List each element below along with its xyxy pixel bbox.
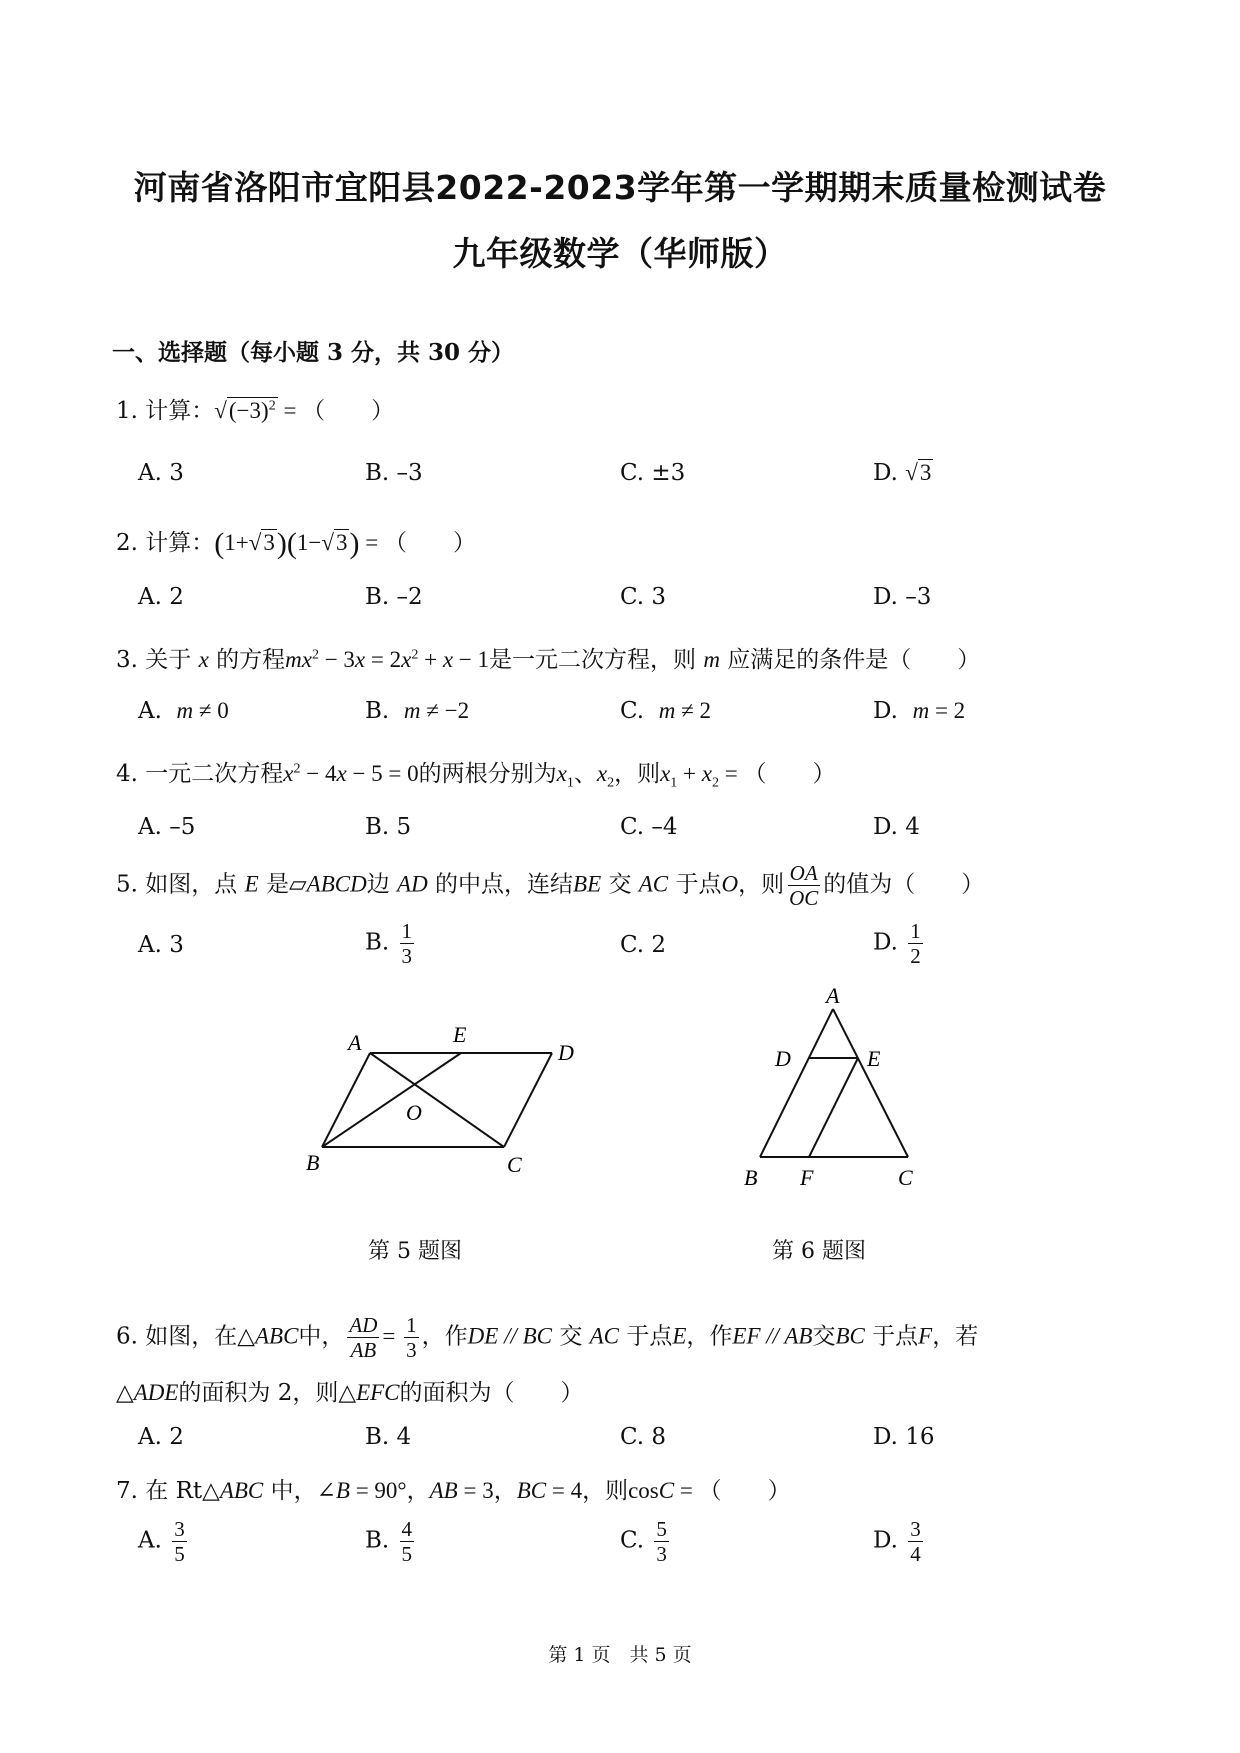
- segment-AC: [833, 1009, 908, 1157]
- question-5: 5. 如图，点 E 是▱ABCD边 AD 的中点，连结BE 交 AC 于点O，则 $\frac{OA}{OC}$ 的值为（ ）: [116, 861, 985, 911]
- figure-6-triangle: [730, 985, 930, 1195]
- label-C: C: [898, 1165, 913, 1190]
- q1-option-b: B. –3: [365, 460, 423, 486]
- question-7: 7. 在 Rt△ABC 中，∠B = 90°，AB = 3，BC = 4，则cosC = （ ）: [116, 1478, 791, 1504]
- q4-option-a: A. –5: [138, 814, 196, 840]
- q3-option-c: C. m ≠ 2: [620, 698, 711, 724]
- q3-option-d: D. m = 2: [873, 698, 966, 724]
- question-4: 4. 一元二次方程$x^2 - 4x - 5 = 0$的两根分别为$x_1$、$x_2$，则$x_1 + x_2$ = （ ）: [116, 761, 836, 791]
- segment-AB: [760, 1009, 833, 1157]
- q1-option-c: C. ±3: [620, 460, 686, 486]
- q6-option-c: C. 8: [620, 1424, 667, 1450]
- q7-option-c: C. $\frac{5}{3}$: [620, 1517, 667, 1567]
- label-O: O: [406, 1100, 422, 1125]
- label-F: F: [800, 1165, 814, 1190]
- section-heading: 一、选择题（每小题 3 分，共 30 分）: [112, 339, 515, 366]
- label-E: E: [453, 1022, 467, 1047]
- label-A: A: [348, 1030, 362, 1055]
- figure-5-parallelogram: [306, 1020, 580, 1180]
- q6-option-d: D. 16: [873, 1424, 935, 1450]
- question-1: 1. 计算：$√(-3)^2$ = （ ）: [116, 398, 395, 424]
- exam-title: 河南省洛阳市宜阳县2022-2023学年第一学期期末质量检测试卷: [133, 168, 1107, 207]
- q6-option-b: B. 4: [365, 1424, 412, 1450]
- q2-option-a: A. 2: [138, 584, 184, 610]
- q1-option-d: D. √3: [873, 460, 932, 486]
- figure-5-caption: 第 5 题图: [368, 1239, 462, 1264]
- q2-option-b: B. –2: [365, 584, 423, 610]
- q4-option-c: C. –4: [620, 814, 678, 840]
- q4-option-d: D. 4: [873, 814, 920, 840]
- segment-BA: [322, 1053, 370, 1147]
- q3-option-b: B. m ≠ −2: [365, 698, 470, 724]
- q2-option-c: C. 3: [620, 584, 667, 610]
- label-E: E: [867, 1046, 881, 1071]
- label-D: D: [775, 1046, 791, 1071]
- label-B: B: [744, 1165, 758, 1190]
- q7-option-d: D. $\frac{3}{4}$: [873, 1517, 921, 1567]
- question-6: 6. 如图，在△ABC中， $\frac{AD}{AB}$ = $\frac{1}{3}$ ，作DE // BC 交 AC 于点E，作EF // AB交BC 于点F，若: [116, 1313, 979, 1363]
- q4-option-b: B. 5: [365, 814, 412, 840]
- label-B: B: [306, 1150, 320, 1175]
- page-footer: 第 1 页 共 5 页: [548, 1644, 692, 1666]
- q5-option-d: D. $\frac{1}{2}$: [873, 919, 921, 969]
- exam-subtitle: 九年级数学（华师版）: [452, 234, 788, 273]
- q3-option-a: A. m ≠ 0: [138, 698, 229, 724]
- segment-DC: [504, 1053, 552, 1147]
- q5-option-b: B. $\frac{1}{3}$: [365, 919, 413, 969]
- q1-option-a: A. 3: [138, 460, 184, 486]
- label-A: A: [826, 983, 840, 1008]
- question-3: 3. 关于 x 的方程$mx^2 - 3x = 2x^2 + x - 1$是一元二次方程，则 m 应满足的条件是（ ）: [116, 647, 981, 673]
- q2-option-d: D. –3: [873, 584, 932, 610]
- question-6-line-2: △ADE的面积为 2，则△EFC的面积为（ ）: [116, 1380, 584, 1406]
- q5-option-c: C. 2: [620, 932, 667, 958]
- q7-option-b: B. $\frac{4}{5}$: [365, 1517, 413, 1567]
- segment-EF: [809, 1058, 858, 1157]
- question-2: 2. 计算：(1+√3)(1−√3) = （ ）: [116, 527, 476, 560]
- label-C: C: [507, 1152, 522, 1177]
- q5-option-a: A. 3: [138, 932, 184, 958]
- label-D: D: [558, 1040, 574, 1065]
- q7-option-a: A. $\frac{3}{5}$: [138, 1517, 185, 1567]
- figure-6-caption: 第 6 题图: [772, 1239, 866, 1264]
- q6-option-a: A. 2: [138, 1424, 184, 1450]
